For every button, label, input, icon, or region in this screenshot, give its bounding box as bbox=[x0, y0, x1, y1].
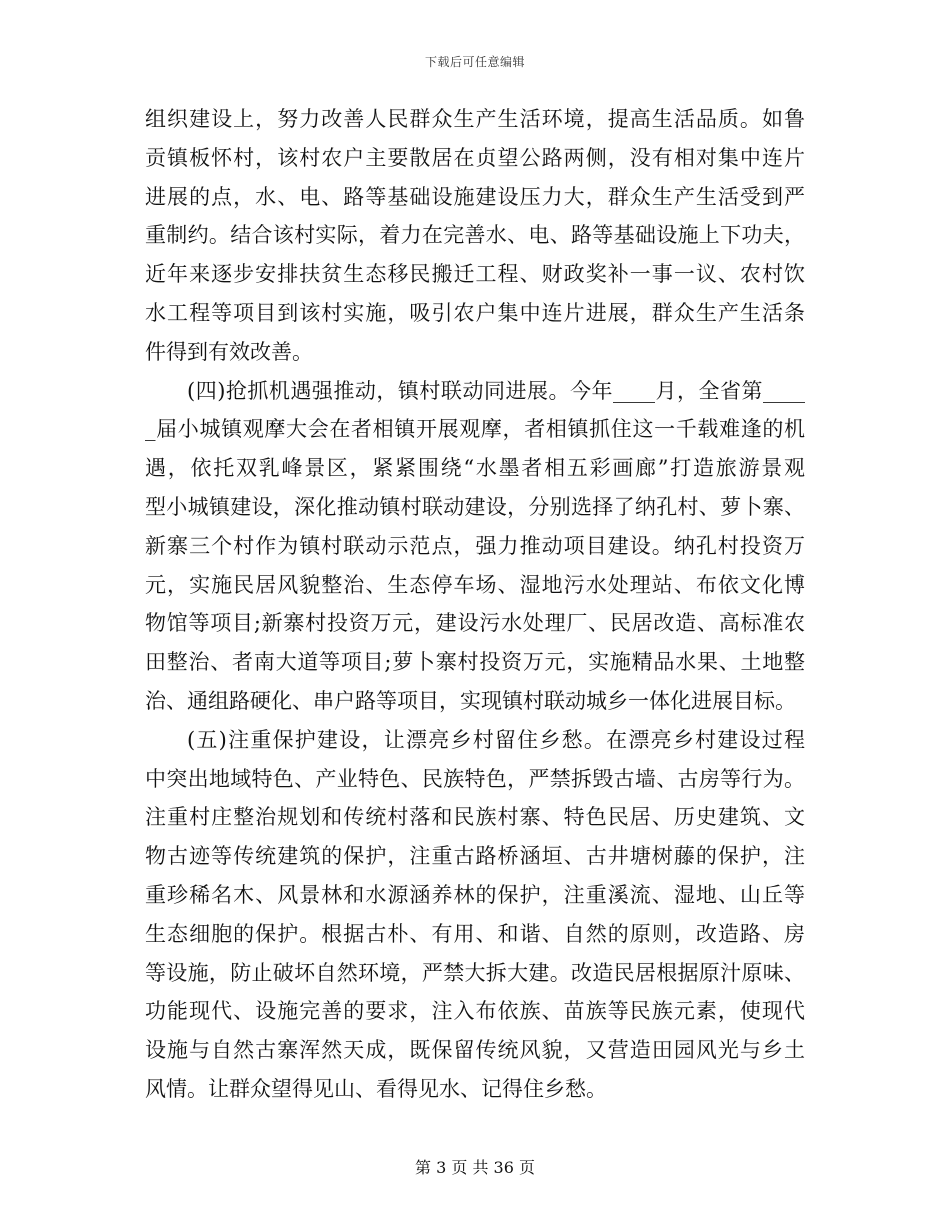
text-line: 新寨三个村作为镇村联动示范点，强力推动项目建设。纳孔村投资万 bbox=[145, 533, 805, 558]
text-line: 贡镇板怀村，该村农户主要散居在贞望公路两侧，没有相对集中连片 bbox=[145, 145, 805, 170]
text-line: 生态细胞的保护。根据古朴、有用、和谐、自然的原则，改造路、房 bbox=[145, 921, 805, 946]
page-number-footer: 第 3 页 共 36 页 bbox=[415, 1158, 535, 1177]
text-line: 重制约。结合该村实际，着力在完善水、电、路等基础设施上下功夫， bbox=[145, 223, 805, 248]
text-line: 田整治、者南大道等项目;萝卜寨村投资万元，实施精品水果、土地整 bbox=[145, 650, 805, 675]
text-line: 型小城镇建设，深化推动镇村联动建设，分别选择了纳孔村、萝卜寨、 bbox=[145, 494, 805, 519]
text-line: 进展的点，水、电、路等基础设施建设压力大，群众生产生活受到严 bbox=[145, 184, 805, 209]
document-body bbox=[145, 100, 805, 1109]
text-line: 风情。让群众望得见山、看得见水、记得住乡愁。 bbox=[145, 1076, 607, 1101]
text-line: 遇，依托双乳峰景区，紧紧围绕“水墨者相五彩画廊”打造旅游景观 bbox=[145, 456, 805, 481]
text-line: 设施与自然古寨浑然天成，既保留传统风貌，又营造田园风光与乡土 bbox=[145, 1038, 805, 1063]
page-header-note: 下载后可任意编辑 bbox=[424, 55, 525, 69]
text-line: 件得到有效改善。 bbox=[145, 339, 313, 364]
text-line: 组织建设上，努力改善人民群众生产生活环境，提高生活品质。如鲁 bbox=[145, 107, 805, 131]
text-line: 中突出地域特色、产业特色、民族特色，严禁拆毁古墙、古房等行为。 bbox=[145, 766, 805, 791]
text-line: 治、通组路硬化、串户路等项目，实现镇村联动城乡一体化进展目标。 bbox=[145, 688, 796, 713]
text-line: 物馆等项目;新寨村投资万元，建设污水处理厂、民居改造、高标准农 bbox=[145, 611, 805, 636]
text-line: _届小城镇观摩大会在者相镇开展观摩，者相镇抓住这一千载难逢的机 bbox=[145, 417, 805, 442]
paragraph-heading-5: (五)注重保护建设，让漂亮乡村留住乡愁。在漂亮乡村建设过程 bbox=[187, 727, 805, 752]
text-line: 水工程等项目到该村实施，吸引农户集中连片进展，群众生产生活条 bbox=[145, 300, 805, 325]
paragraph-heading-4: (四)抢抓机遇强推动，镇村联动同进展。今年____月，全省第____ bbox=[187, 378, 805, 403]
text-line: 物古迹等传统建筑的保护，注重古路桥涵垣、古井塘树藤的保护，注 bbox=[145, 844, 805, 869]
text-line: 功能现代、设施完善的要求，注入布依族、苗族等民族元素，使现代 bbox=[145, 999, 805, 1024]
text-line: 注重村庄整治规划和传统村落和民族村寨、特色民居、历史建筑、文 bbox=[145, 805, 805, 830]
text-line: 元，实施民居风貌整治、生态停车场、湿地污水处理站、布依文化博 bbox=[145, 572, 805, 597]
text-line: 等设施，防止破坏自然环境，严禁大拆大建。改造民居根据原汁原味、 bbox=[145, 960, 805, 985]
text-line: 重珍稀名木、风景林和水源涵养林的保护，注重溪流、湿地、山丘等 bbox=[145, 882, 805, 907]
text-line: 近年来逐步安排扶贫生态移民搬迁工程、财政奖补一事一议、农村饮 bbox=[145, 262, 805, 287]
